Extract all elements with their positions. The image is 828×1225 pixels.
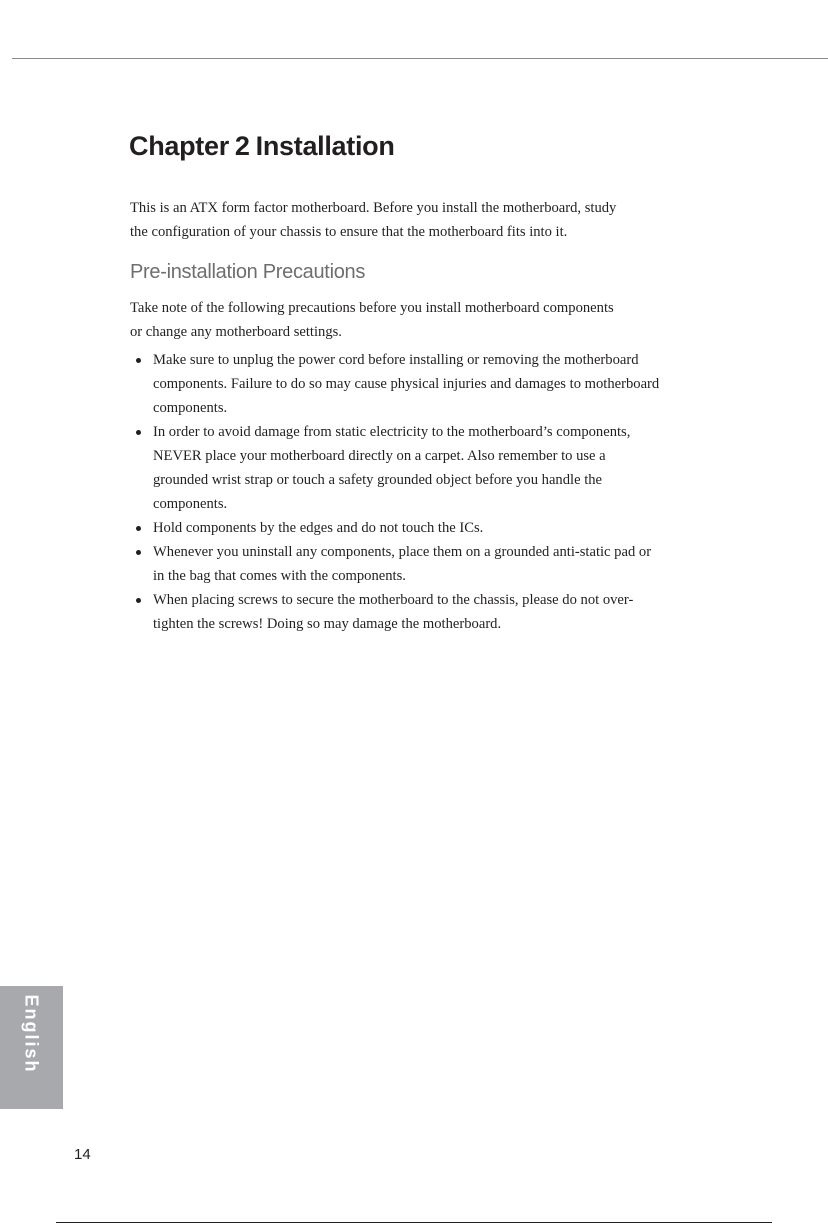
- list-item: [130, 516, 730, 540]
- header-rule: [12, 58, 828, 59]
- intro-line: This is an ATX form factor motherboard. Before you install the motherboard, study: [130, 200, 617, 216]
- chapter-title: [129, 128, 395, 164]
- chapter-number: 2: [234, 131, 250, 161]
- bullet-icon: [136, 550, 141, 555]
- list-item-line: components.: [153, 400, 228, 416]
- list-item-line: components. Failure to do so may cause physical injuries and damages to motherboard: [153, 376, 660, 392]
- list-item-line: components.: [153, 496, 228, 512]
- chapter-word: Chapter: [129, 131, 229, 161]
- footer-rule: [56, 1222, 772, 1223]
- list-item-line: Whenever you uninstall any components, place them on a grounded anti-static pad or: [153, 544, 652, 560]
- list-item-line: Make sure to unplug the power cord before installing or removing the motherboard: [153, 352, 639, 368]
- section-lead: [130, 296, 730, 344]
- bullet-icon: [136, 430, 141, 435]
- language-tab: [0, 986, 63, 1109]
- bullet-icon: [136, 526, 141, 531]
- list-item-line: In order to avoid damage from static electricity to the motherboard’s components,: [153, 424, 631, 440]
- section-title: Pre-installation Precautions: [130, 261, 366, 283]
- intro-paragraph: [130, 196, 730, 244]
- intro-line: the configuration of your chassis to ensure that the motherboard fits into it.: [130, 224, 568, 240]
- lead-line: Take note of the following precautions before you install motherboard components: [130, 300, 614, 316]
- language-tab-label: English: [21, 994, 42, 1074]
- bullet-icon: [136, 598, 141, 603]
- lead-line: or change any motherboard settings.: [130, 324, 342, 340]
- list-item-line: Hold components by the edges and do not touch the ICs.: [153, 520, 484, 536]
- list-item-line: NEVER place your motherboard directly on a carpet. Also remember to use a: [153, 448, 606, 464]
- list-item-line: grounded wrist strap or touch a safety grounded object before you handle the: [153, 472, 603, 488]
- precautions-list: [130, 348, 730, 636]
- chapter-name: Installation: [255, 131, 395, 161]
- list-item: [130, 348, 730, 420]
- list-item: [130, 420, 730, 516]
- list-item-line: tighten the screws! Doing so may damage the motherboard.: [153, 616, 502, 632]
- list-item: [130, 588, 730, 636]
- list-item: [130, 540, 730, 588]
- page-number: 14: [74, 1146, 91, 1163]
- list-item-line: in the bag that comes with the components.: [153, 568, 406, 584]
- list-item-line: When placing screws to secure the motherboard to the chassis, please do not over-: [153, 592, 634, 608]
- bullet-icon: [136, 358, 141, 363]
